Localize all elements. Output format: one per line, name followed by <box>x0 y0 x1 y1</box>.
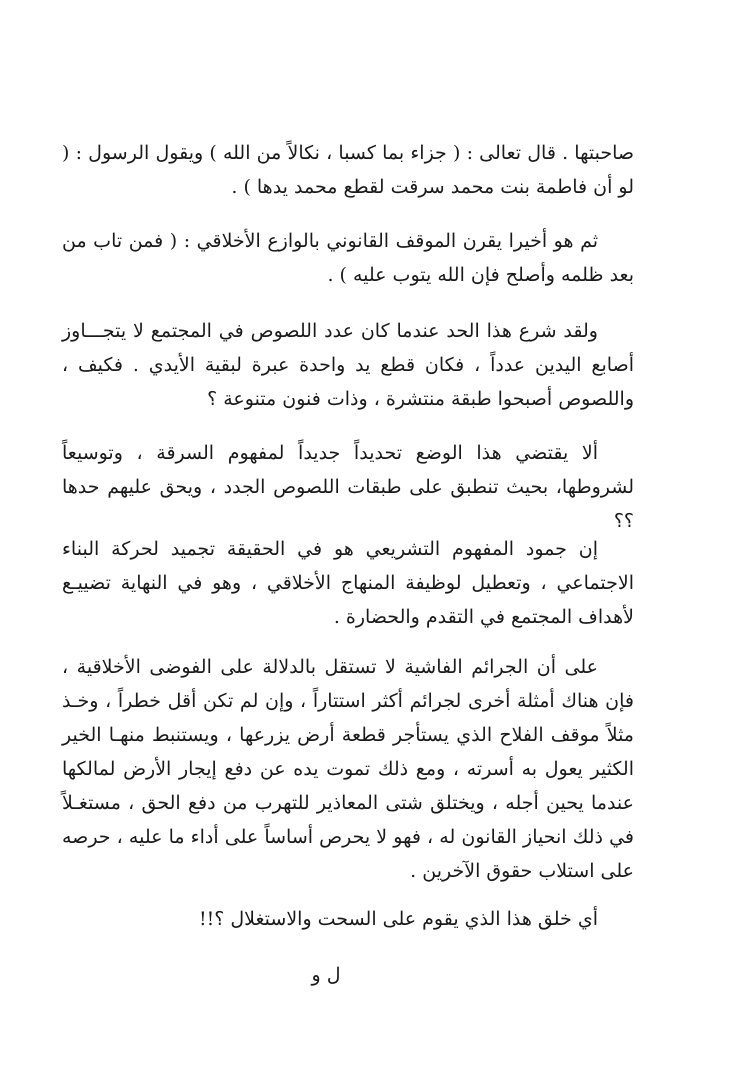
paragraph-3: ولقد شرع هذا الحد عندما كان عدد اللصوص في المجتمع لا يتجـــاوز أصابع اليدين عدداً ، فكان قطع يد واحدة عبرة لبقية الأيدي . فكيف ، واللصوص أصبحوا طبقة منتشرة ، وذات فنون متنوعة ؟ <box>62 320 634 410</box>
page-number: ل و <box>311 964 341 986</box>
paragraph-2: ثم هو أخيرا يقرن الموقف القانوني بالوازع الأخلاقي : ( فمن تاب من بعد ظلمه وأصلح فإن الله يتوب عليه ) . <box>62 230 634 286</box>
paragraph-4: ألا يقتضي هذا الوضع تحديداً جديداً لمفهوم السرقة ، وتوسيعاً لشروطها، بحيث تنطبق على طبقات اللصوص الجدد ، ويحق عليهم حدها ؟؟ <box>62 442 634 532</box>
paragraph-7: أي خلق هذا الذي يقوم على السحت والاستغلال ؟!! <box>198 908 598 930</box>
paragraph-5: إن جمود المفهوم التشريعي هو في الحقيقة تجميد لحركة البناء الاجتماعي ، وتعطيل لوظيفة المنهاج الأخلاقي ، وهو في النهاية تضييـع لأهداف المجتمع في التقدم والحضارة . <box>62 538 634 628</box>
paragraph-6: على أن الجرائم الفاشية لا تستقل بالدلالة على الفوضى الأخلاقية ، فإن هناك أمثلة أخرى لجرائم أكثر استتاراً ، وإن لم تكن أقل خطراً ، وخـذ مثلاً موقف الفلاح الذي يستأجر قطعة أرض يزرعها ، ويستنبط منهـا الخير الكثير يعول به أسرته ، ومع ذلك تموت يده عن دفع إيجار الأرض لمالكها عندما يحين أجله ، ويختلق شتى المعاذير للتهرب من دفع الحق ، مستغـلاً في ذلك انحياز القانون له ، فهو لا يحرص أساساً على أداء ما عليه ، حرصه على استلاب حقوق الآخرين . <box>62 656 634 882</box>
paragraph-1: صاحبتها . قال تعالى : ( جزاء بما كسبا ، نكالاً من الله ) ويقول الرسول : ( لو أن فاطمة بنت محمد سرقت لقطع محمد يدها ) . <box>62 142 634 198</box>
